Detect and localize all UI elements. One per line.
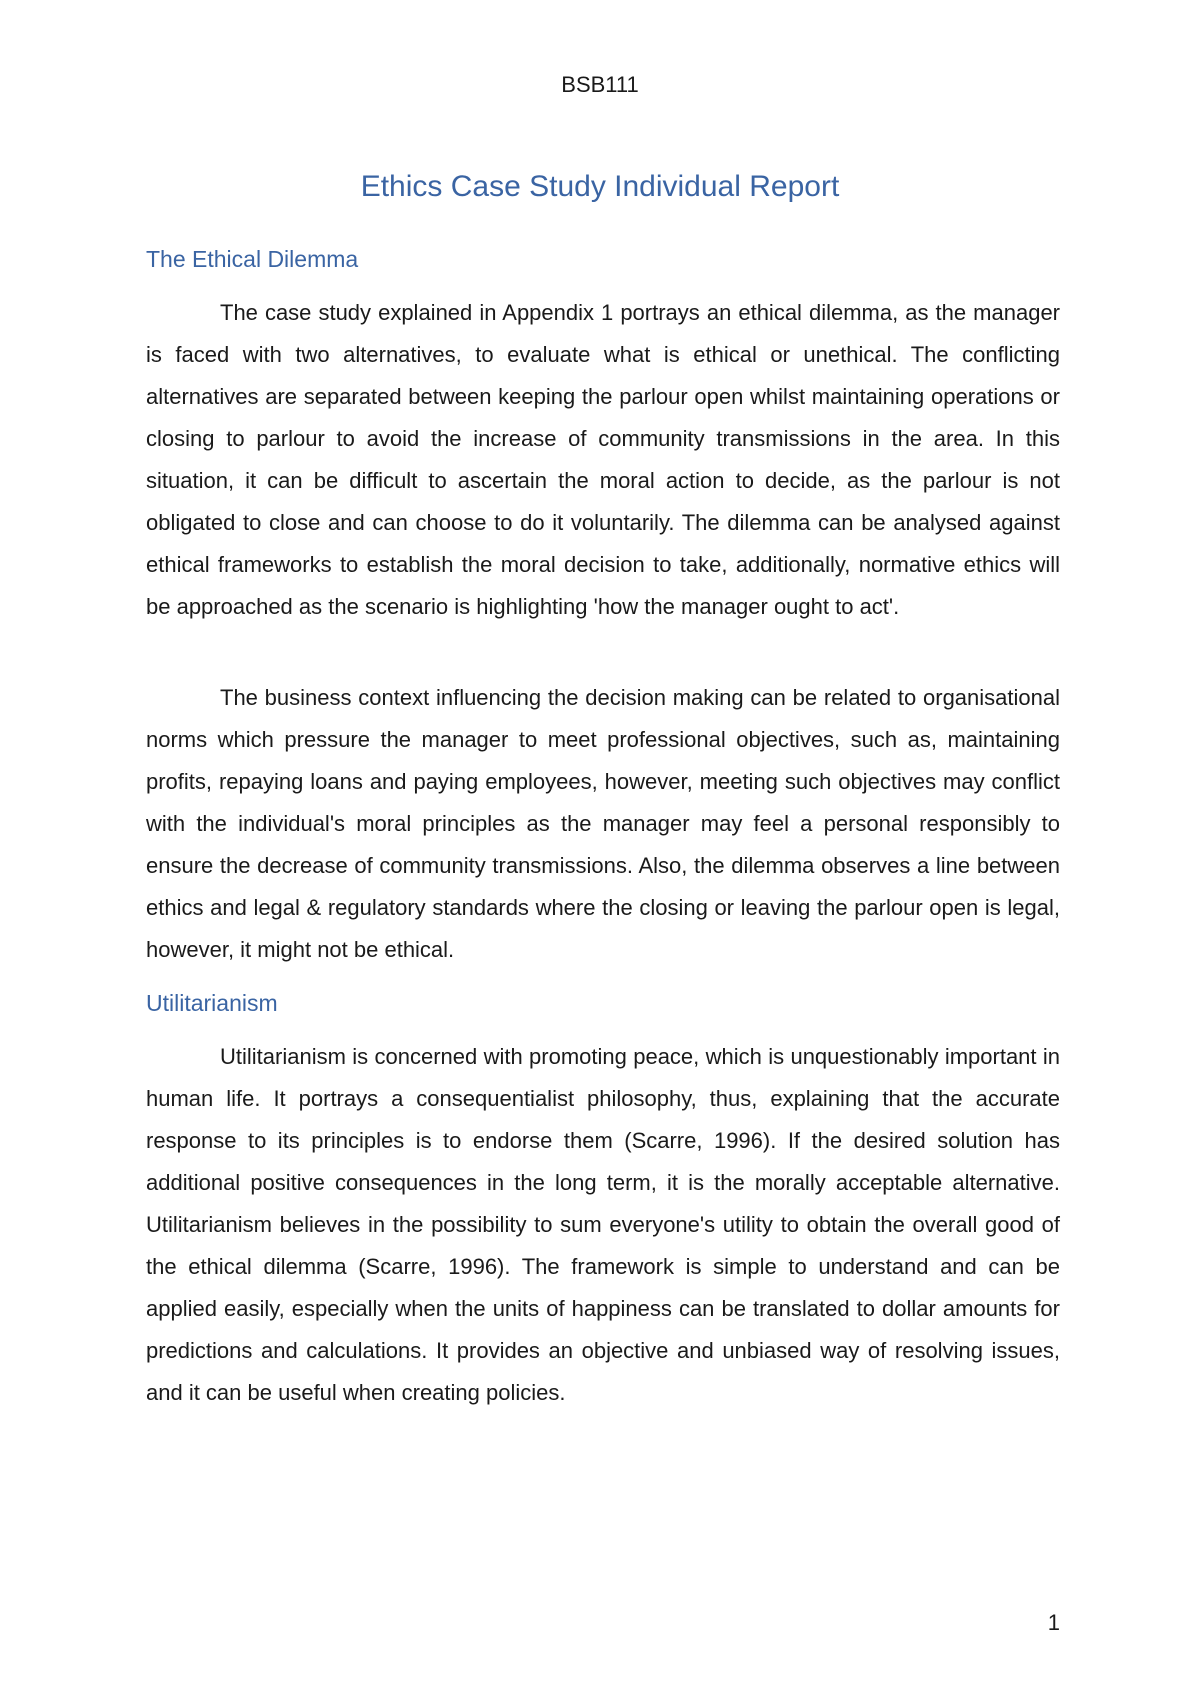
document-title: Ethics Case Study Individual Report xyxy=(360,170,840,203)
page-header-course-code: BSB111 xyxy=(561,72,639,97)
paragraph-ethical-dilemma-1: The case study explained in Appendix 1 portrays an ethical dilemma, as the manager is faced with two alternatives, to evaluate what is ethical or unethical. The conflicting alternatives are separated between keeping the parlour open whilst maintaining operations or closing to parlour to avoid the increase of community transmissions in the area. In this situation, it can be difficult to ascertain the moral action to decide, as the parlour is not obligated to close and can choose to do it voluntarily. The dilemma can be analysed against ethical frameworks to establish the moral decision to take, additionally, normative ethics will be approached as the scenario is highlighting 'how the manager ought to act'. xyxy=(146,300,1060,619)
page-number: 1 xyxy=(1047,1610,1060,1635)
section-heading-ethical-dilemma: The Ethical Dilemma xyxy=(146,246,359,272)
section-heading-utilitarianism: Utilitarianism xyxy=(146,990,278,1016)
paragraph-ethical-dilemma-2: The business context influencing the decision making can be related to organisational norms which pressure the manager to meet professional objectives, such as, maintaining profits, repaying loans and paying employees, however, meeting such objectives may conflict with the individual's moral principles as the manager may feel a personal responsibly to ensure the decrease of community transmissions. Also, the dilemma observes a line between ethics and legal & regulatory standards where the closing or leaving the parlour open is legal, however, it might not be ethical. xyxy=(146,685,1060,962)
paragraph-utilitarianism-1: Utilitarianism is concerned with promoting peace, which is unquestionably important in human life. It portrays a consequentialist philosophy, thus, explaining that the accurate response to its principles is to endorse them (Scarre, 1996). If the desired solution has additional positive consequences in the long term, it is the morally acceptable alternative. Utilitarianism believes in the possibility to sum everyone's utility to obtain the overall good of the ethical dilemma (Scarre, 1996). The framework is simple to understand and can be applied easily, especially when the units of happiness can be translated to dollar amounts for predictions and calculations. It provides an objective and unbiased way of resolving issues, and it can be useful when creating policies. xyxy=(146,1044,1060,1405)
